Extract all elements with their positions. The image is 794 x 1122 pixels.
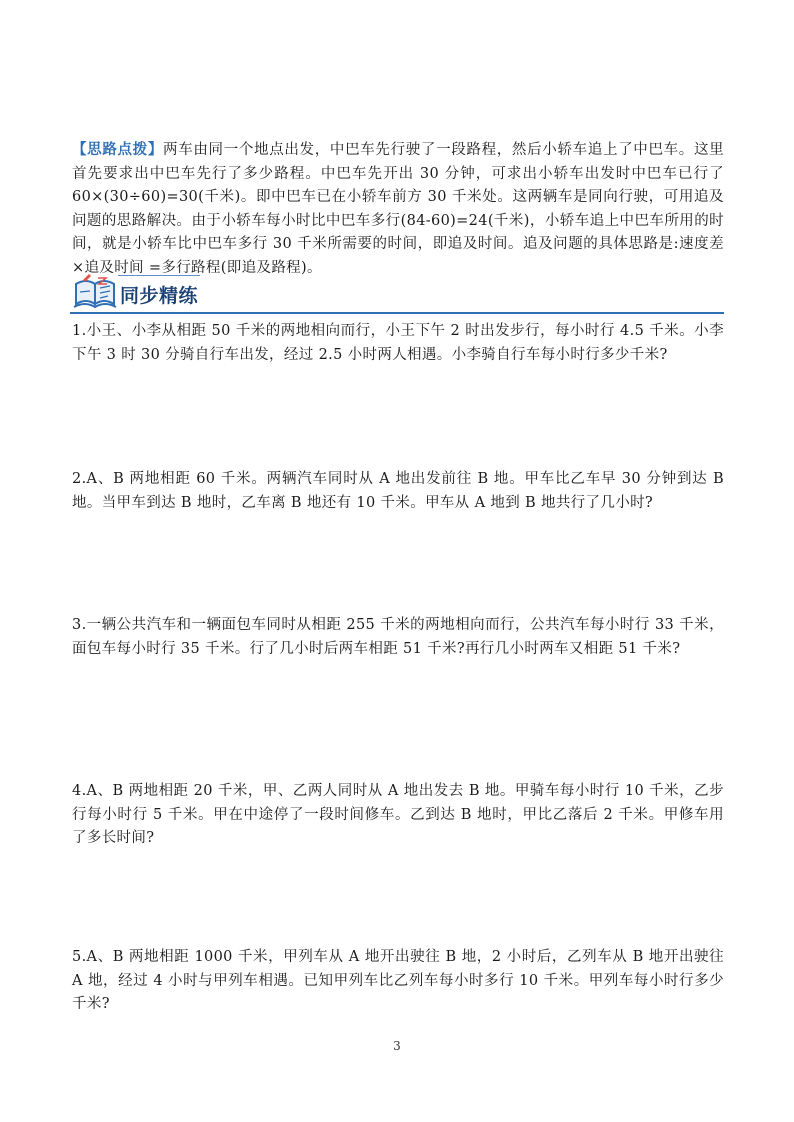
question-2: 2.A、B 两地相距 60 千米。两辆汽车同时从 A 地出发前往 B 地。甲车比乙车早 30 分钟到达 B 地。当甲车到达 B 地时，乙车离 B 地还有 10 千米。甲车从 A 地到 B 地共行了几小时?: [72, 471, 724, 511]
tip-text: 两车由同一个地点出发，中巴车先行驶了一段路程，然后小轿车追上了中巴车。这里首先要求出中巴车先行了多少路程。中巴车先开出 30 分钟，可求出小轿车出发时中巴车已行了 60×(30÷60)=30(千米)。即中巴车已在小轿车前方 30 千米处。这两辆车是同向行驶，可用追及问题的思路解决。由于小轿车每小时比中巴车多行(84-60)=24(千米)，小轿车追上中巴车所用的时间，就是小轿车比中巴车多行 30 千米所需要的时间，即追及时间。追及问题的具体思路是:速度差×追及时间 =多行路程(即追及路程)。: [72, 142, 724, 276]
book-icon: [72, 274, 118, 312]
section-title: 同步精练: [120, 285, 199, 307]
page-number: 3: [393, 1039, 401, 1053]
question-4: 4.A、B 两地相距 20 千米，甲、乙两人同时从 A 地出发去 B 地。甲骑车每小时行 10 千米，乙步行每小时行 5 千米。甲在中途停了一段时间修车。乙到达 B 地时，甲比乙落后 2 千米。甲修车用了多长时间?: [72, 783, 724, 846]
question-1: 1.小王、小李从相距 50 千米的两地相向而行，小王下午 2 时出发步行，每小时行 4.5 千米。小李下午 3 时 30 分骑自行车出发，经过 2.5 小时两人相遇。小李骑自行车每小时行多少千米?: [72, 323, 724, 363]
tip-paragraph: [72, 138, 724, 280]
section-top-line: [118, 275, 200, 276]
section-header: [70, 270, 724, 316]
tip-label: 【思路点拨】: [72, 141, 164, 158]
question-5: 5.A、B 两地相距 1000 千米，甲列车从 A 地开出驶往 B 地，2 小时后，乙列车从 B 地开出驶往 A 地，经过 4 小时与甲列车相遇。已知甲列车比乙列车每小时多行 10 千米。甲列车每小时行多少千米?: [72, 949, 724, 1012]
question-3: 3.一辆公共汽车和一辆面包车同时从相距 255 千米的两地相向而行，公共汽车每小时行 33 千米，面包车每小时行 35 千米。行了几小时后两车相距 51 千米?再行几小时两车又相距 51 千米?: [72, 617, 724, 657]
section-divider: [70, 312, 724, 314]
